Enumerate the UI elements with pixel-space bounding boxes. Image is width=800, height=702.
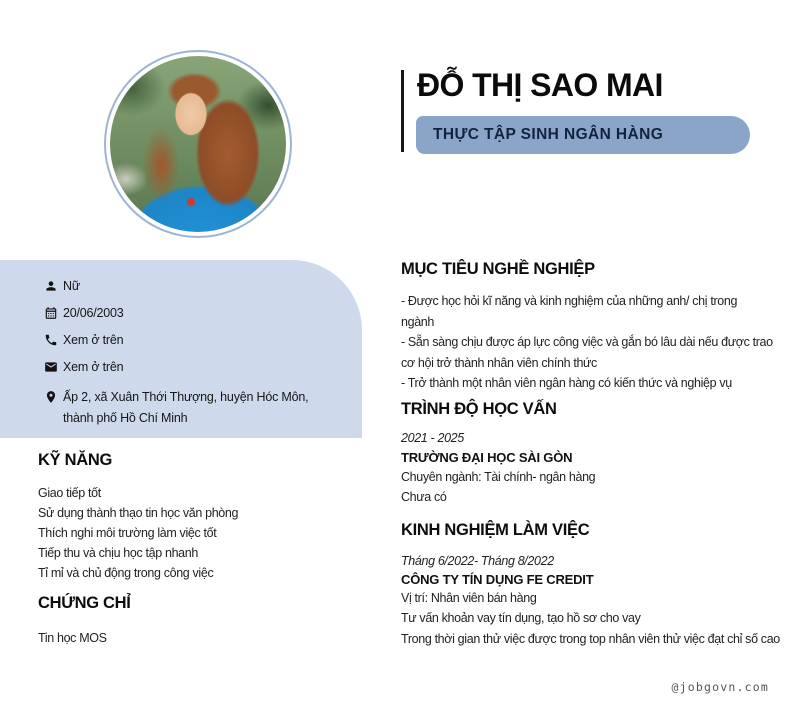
contact-email: Xem ở trên xyxy=(63,360,124,374)
skill-item: Giao tiếp tốt xyxy=(38,486,101,500)
contact-gender: Nữ xyxy=(63,279,80,293)
header-divider-line xyxy=(401,70,404,152)
site-watermark: @jobgovn.com xyxy=(671,680,769,694)
contact-gender-row xyxy=(44,279,332,293)
education-note: Chưa có xyxy=(401,490,447,504)
skill-item: Tiếp thu và chịu học tập nhanh xyxy=(38,546,198,560)
contact-birthday: 20/06/2003 xyxy=(63,306,124,320)
education-period: 2021 - 2025 xyxy=(401,431,464,445)
objective-bullet: - Trở thành một nhân viên ngân hàng có kiến thức và nghiệp vụ xyxy=(401,376,732,390)
certificate-item: Tin học MOS xyxy=(38,631,107,645)
experience-heading: KINH NGHIỆM LÀM VIỆC xyxy=(401,521,590,539)
skills-list xyxy=(38,483,238,583)
experience-company: CÔNG TY TÍN DỤNG FE CREDIT xyxy=(401,572,594,587)
contact-panel xyxy=(0,260,362,438)
experience-position: Vị trí: Nhân viên bán hàng xyxy=(401,591,537,605)
contact-phone-row xyxy=(44,333,332,347)
skills-heading: KỸ NĂNG xyxy=(38,451,112,469)
contact-address: Ấp 2, xã Xuân Thới Thượng, huyện Hóc Môn, thành phố Hồ Chí Minh xyxy=(63,390,309,425)
contact-phone: Xem ở trên xyxy=(63,333,124,347)
objective-bullet: - Được học hỏi kĩ năng và kinh nghiệm của những anh/ chị trong ngành xyxy=(401,294,738,329)
experience-period: Tháng 6/2022- Tháng 8/2022 xyxy=(401,554,554,568)
experience-detail: Trong thời gian thử việc được trong top nhân viên thử việc đạt chỉ số cao xyxy=(401,632,780,646)
job-title-banner xyxy=(416,116,750,154)
skill-item: Tỉ mỉ và chủ động trong công việc xyxy=(38,566,214,580)
objective-bullet: - Sẵn sàng chịu được áp lực công việc và gắn bó lâu dài nếu được trao cơ hội trở thành nhân viên chính thức xyxy=(401,335,773,370)
objective-list xyxy=(401,291,773,394)
education-school: TRƯỜNG ĐẠI HỌC SÀI GÒN xyxy=(401,450,573,465)
profile-photo xyxy=(110,56,286,232)
contact-email-row xyxy=(44,360,332,374)
education-major: Chuyên ngành: Tài chính- ngân hàng xyxy=(401,470,596,484)
profile-photo-ring xyxy=(104,50,292,238)
certificates-list xyxy=(38,628,107,648)
certificates-heading: CHỨNG CHỈ xyxy=(38,594,131,612)
contact-address-row xyxy=(44,387,332,429)
job-title: THỰC TẬP SINH NGÂN HÀNG xyxy=(433,126,664,143)
calendar-icon xyxy=(44,306,58,320)
experience-detail: Tư vấn khoản vay tín dụng, tạo hồ sơ cho vay xyxy=(401,611,641,625)
education-heading: TRÌNH ĐỘ HỌC VẤN xyxy=(401,400,557,418)
phone-icon xyxy=(44,333,58,347)
email-icon xyxy=(44,360,58,374)
skill-item: Sử dụng thành thạo tin học văn phòng xyxy=(38,506,239,520)
person-icon xyxy=(44,279,58,293)
skill-item: Thích nghi môi trường làm việc tốt xyxy=(38,526,217,540)
location-icon xyxy=(44,390,58,404)
contact-birthday-row xyxy=(44,306,332,320)
candidate-name: ĐỖ THỊ SAO MAI xyxy=(417,67,663,103)
objective-heading: MỤC TIÊU NGHỀ NGHIỆP xyxy=(401,260,595,278)
